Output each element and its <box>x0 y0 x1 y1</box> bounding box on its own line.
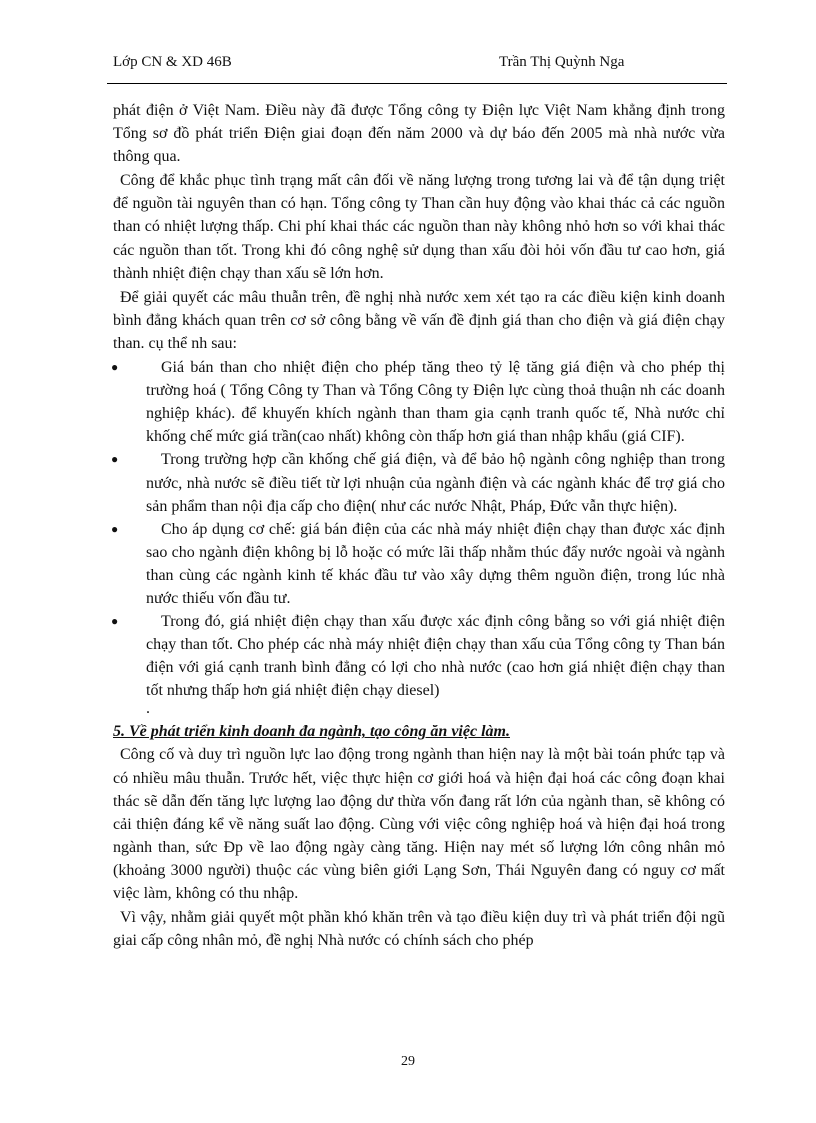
list-item-text: Trong đó, giá nhiệt điện chạy than xấu được xác định công bằng so với giá nhiệt điện chạy than tốt. Cho phép các nhà máy nhiệt điện chạy than xấu của Tổng công ty Than bán điện với giá cạnh tranh bình đẳng có lợi cho nhà nước (cao hơn giá nhiệt điện chạy than tốt nhưng thấp hơn giá nhiệt điện chạy diesel) <box>146 613 725 700</box>
list-item-text: Trong trường hợp cần khống chế giá điện, và để bảo hộ ngành công nghiệp than trong nước, nhà nước sẽ điều tiết từ lợi nhuận của ngành điện và các ngành khác để trợ giá cho sản phẩm than nội địa cấp cho điện( như các nước Nhật, Pháp, Đức vẫn thực hiện). <box>146 451 725 515</box>
bullet-trailer: . <box>146 700 150 718</box>
bullet-dot-icon: ● <box>111 614 119 629</box>
header-class-label: Lớp CN & XD 46B <box>113 54 232 70</box>
proposal-bullet-list <box>113 356 725 702</box>
paragraph-energy-balance: Công để khắc phục tình trạng mất cân đối về năng lượng trong tương lai và để tận dụng triệt để nguồn tài nguyên than có hạn. Tổng công ty Than cần huy động vào khai thác cả các nguồn than có nhiệt lượng thấp. Chi phí khai thác các nguồn than này không nhỏ hơn so với khai thác các nguồn than tốt. Trong khi đó công nghệ sử dụng than xấu đòi hỏi vốn đầu tư cao hơn, giá thành nhiệt điện chạy than xấu sẽ lớn hơn. <box>113 172 725 282</box>
bullet-dot-icon: ● <box>111 452 119 467</box>
list-item <box>113 448 725 517</box>
paragraph-proposal-intro: Để giải quyết các mâu thuẫn trên, đề nghị nhà nước xem xét tạo ra các điều kiện kinh doanh bình đẳng khách quan trên cơ sở công bằng về vấn đề định giá than cho điện và giá điện chạy than. cụ thể nh sau: <box>113 288 725 352</box>
bullet-dot-icon: ● <box>111 360 119 375</box>
section-heading: 5. Về phát triển kinh doanh đa ngành, tạo công ăn việc làm. <box>113 723 510 741</box>
list-item-text: Giá bán than cho nhiệt điện cho phép tăng theo tỷ lệ tăng giá điện và cho phép thị trường hoá ( Tổng Công ty Than và Tổng Công ty Điện lực cùng thoả thuận nh các doanh nghiệp khác). để khuyến khích ngành than tham gia cạnh tranh quốc tế, Nhà nước chỉ khống chế mức giá trần(cao nhất) không còn thấp hơn giá than nhập khẩu (giá CIF). <box>146 359 725 446</box>
paragraph-policy: Vì vậy, nhằm giải quyết một phần khó khăn trên và tạo điều kiện duy trì và phát triển đội ngũ giai cấp công nhân mỏ, đề nghị Nhà nước có chính sách cho phép <box>113 909 725 950</box>
header-author-name: Trần Thị Quỳnh Nga <box>499 54 625 70</box>
list-item <box>113 610 725 702</box>
paragraph-labor: Công cố và duy trì nguồn lực lao động trong ngành than hiện nay là một bài toán phức tạp và có nhiều mâu thuẫn. Trước hết, việc thực hiện cơ giới hoá và hiện đại hoá các công đoạn khai thác sẽ dẫn đến tăng lực lượng lao động dư thừa vốn đang rất lớn của ngành than, sẽ không có cải thiện đáng kể về năng suất lao động. Cùng với việc công nghiệp hoá và hiện đại hoá trong ngành than, sức Đp về lao động ngày càng tăng. Hiện nay mét số lượng lớn công nhân mỏ (khoảng 3000 người) thuộc các vùng biên giới Lạng Sơn, Thái Nguyên đang có nguy cơ mất việc làm, không có thu nhập. <box>113 746 725 902</box>
header-rule <box>107 83 727 84</box>
page-number: 29 <box>401 1054 415 1069</box>
list-item <box>113 356 725 448</box>
paragraph-continuation: phát điện ở Việt Nam. Điều này đã được Tổng công ty Điện lực Việt Nam khẳng định trong Tổng sơ đồ phát triển Điện giai đoạn đến năm 2000 và dự báo đến 2005 mà nhà nước vừa thông qua. <box>113 102 725 166</box>
list-item-text: Cho áp dụng cơ chế: giá bán điện của các nhà máy nhiệt điện chạy than được xác định sao cho ngành điện không bị lỗ hoặc có mức lãi thấp nhằm thúc đẩy nước ngoài và ngành than cùng các ngành kinh tế khác đầu tư vào xây dựng thêm nguồn điện, trong lúc nhà nước thiếu vốn đầu tư. <box>146 520 725 607</box>
bullet-dot-icon: ● <box>111 521 119 536</box>
page-body <box>113 99 725 953</box>
list-item <box>113 518 725 610</box>
